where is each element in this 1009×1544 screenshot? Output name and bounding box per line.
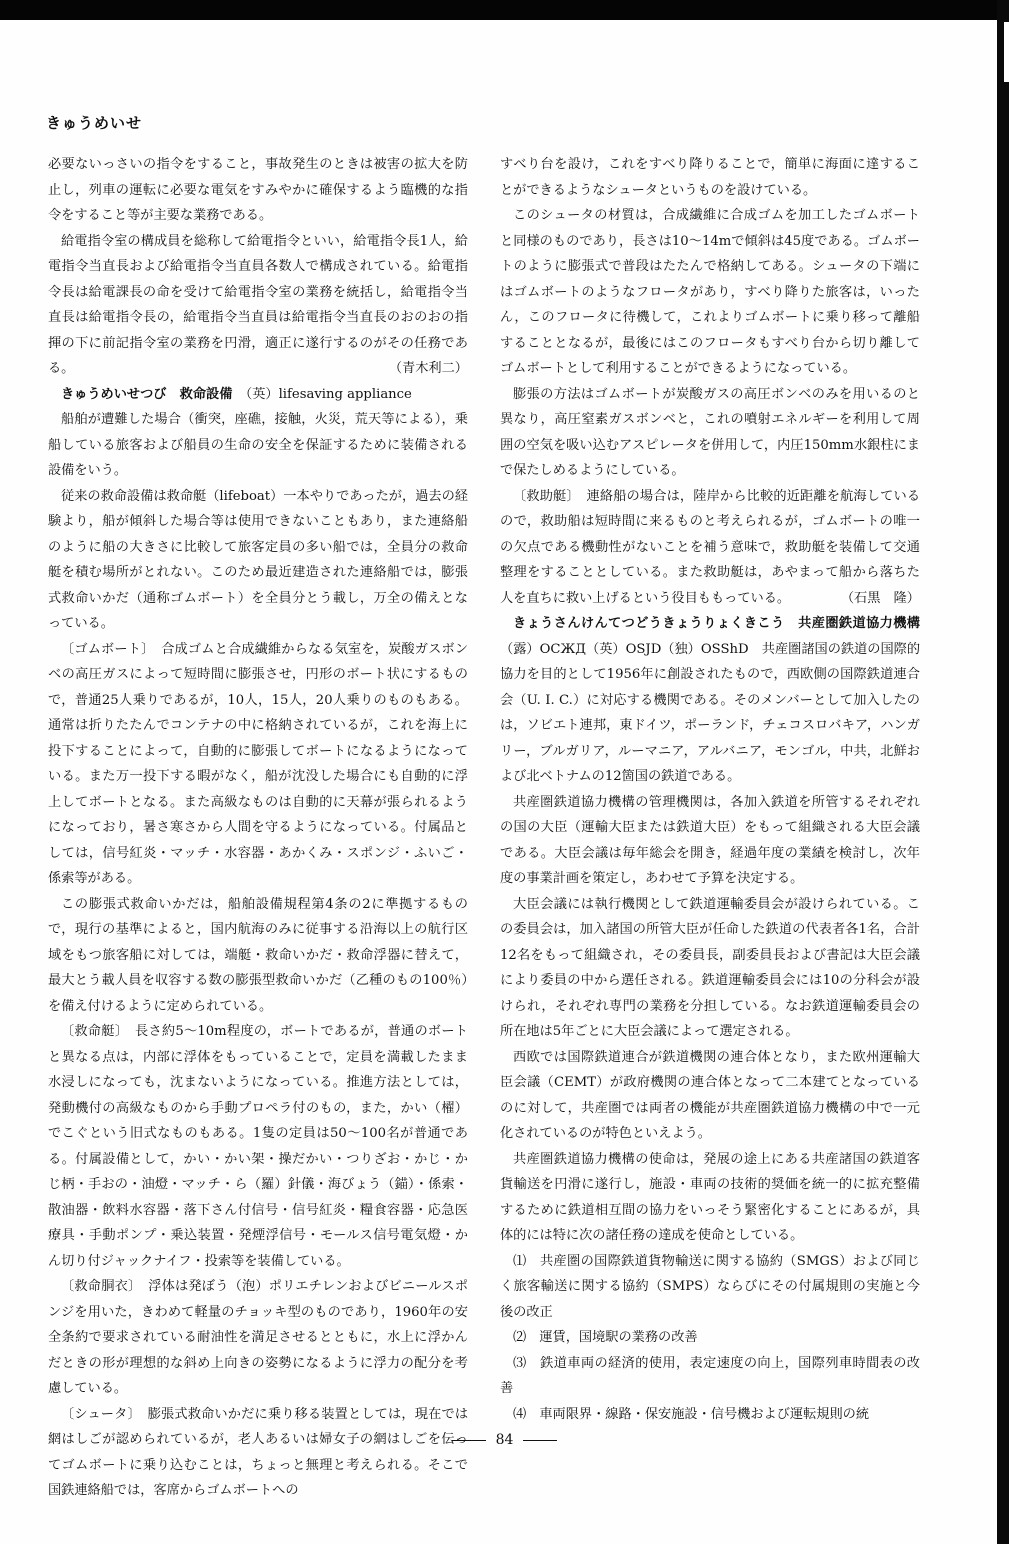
- running-head: きゅうめいせ: [46, 114, 143, 132]
- scan-top-border: [0, 0, 1009, 20]
- paragraph-text: 連絡船の場合は，陸岸から比較的近距離を航海しているので，救助船は短時間に来るものと考えられるが，ゴムボートの唯一の欠点である機動性がないことを補う意味で，救助艇を装備して交通整理をすることとしている。また救助艇は，あやまって船から落ちた人を直ちに救い上げるという役目ももっている。: [500, 488, 921, 606]
- subsection-label: 〔救命艇〕: [61, 1024, 122, 1039]
- subsection-label: 〔シュータ〕: [61, 1406, 135, 1422]
- paragraph: [500, 484, 920, 612]
- left-column: [48, 152, 468, 1504]
- list-item: ⑷ 車両限界・線路・保安施設・信号機および運転規則の統: [513, 1406, 870, 1422]
- page-number: 84: [495, 1432, 514, 1448]
- paragraph: 必要ないっさいの指令をすること，事故発生のときは被害の拡大を防止し，列車の運転に必要な電気をすみやかに確保するよう臨機的な指令をすること等が主要な業務である。: [48, 157, 468, 223]
- footer-rule-left: [452, 1440, 486, 1441]
- paragraph-text: 共産圏諸国の鉄道の国際的協力を目的として1956年に創設されたもので，西欧側の国際鉄道連合会（U. I. C.）に対応する機関である。そのメンバーとして加入したのは，ソビエト連邦，東ドイツ，ポーランド，チェコスロバキア，ハンガリー，ブルガリア，ルーマニア，アルバニア，モンゴル，中共，北鮮および北ベトナムの12箇国の鉄道である。: [500, 641, 921, 784]
- subsection-label: 〔ゴムボート〕: [61, 641, 148, 657]
- paragraph-text: 長さ約5～10m程度の，ボートであるが，普通のボートと異なる点は，内部に浮体をもっていることで，定員を満載したまま水浸しになっても，沈まないようになっている。推進方法としては，発動機付の高級なものから手動プロペラ付のもの，また，かい（櫂）でこぐという旧式なものもある。1隻の定員は50～100名が普通である。付属設備として，かい・かい架・操だかい・つりざお・かじ・かじ柄・手おの・油燈・マッチ・ら（羅）針儀・海びょう（錨）・係索・散油器・飲料水容器・落下さん付信号・信号紅炎・糧食容器・応急医療具・手動ポンプ・乗込装置・発煙浮信号・モールス信号電気燈・かん切り付ジャックナイフ・投索等を装備している。: [48, 1024, 468, 1269]
- paragraph-text: 給電指令室の構成員を総称して給電指令といい，給電指令長1人，給電指令当直長および給電指令当直員各数人で構成されている。給電指令長は給電課長の命を受けて給電指令室の業務を統括し，給電指令当直長は給電指令長の，給電指令当直員は給電指令当直長のおのおの指揮の下に前記指令室の業務を円滑，適正に遂行するのがその任務である。: [48, 233, 468, 376]
- paragraph: この膨張式救命いかだは，船舶設備規程第4条の2に準拠するもので，現行の基準によると，国内航海のみに従事する沿海以上の航行区域をもつ旅客船に対しては，端艇・救命いかだ・救命浮器に替えて，最大とう載人員を収容する数の膨張型救命いかだ（乙種のもの100％）を備え付けるように定められている。: [48, 896, 468, 1014]
- author-signature: （青木利二）: [388, 361, 468, 376]
- paragraph-text: 合成ゴムと合成繊維からなる気室を，炭酸ガスボンベの高圧ガスによって短時間に膨張させ，円形のボート状にするもので，普通25人乗りであるが，10人，15人，20人乗りのものもある。通常は折りたたんでコンテナの中に格納されているが，これを海上に投下することによって，自動的に膨張してボートになるようになっている。また万一投下する暇がなく，船が沈没した場合にも自動的に浮上してボートとなる。また高級なものは自動的に天幕が張られるようになっており，暑さ寒さから人間を守るようになっている。付属品としては，信号紅炎・マッチ・水容器・あかくみ・スポンジ・ふいご・係索等がある。: [48, 641, 469, 886]
- paragraph: [48, 1019, 468, 1274]
- paragraph: 大臣会議には執行機関として鉄道運輸委員会が設けられている。この委員会は，加入諸国の所管大臣が任命した鉄道の代表者各1名，合計12名をもって組織され，その委員長，副委員長および書記は大臣会議により委員の中から選任される。鉄道運輸委員会には10の分科会が設けられ，それぞれ専門の業務を分担している。なお鉄道運輸委員会の所在地は5年ごとに大臣会議によって選定される。: [500, 896, 920, 1039]
- paragraph: すべり台を設け，これをすべり降りることで，簡単に海面に達することができるようなシュータというものを設けている。: [500, 157, 920, 198]
- entry-title: きゅうめいせつび 救命設備: [61, 386, 233, 402]
- scan-border-gap: [1004, 22, 1009, 82]
- author-signature: （石黒 隆）: [840, 590, 920, 606]
- subsection-label: 〔救命胴衣〕: [61, 1279, 135, 1294]
- entry-foreign-term: （露）ОСЖД（英）OSJD（独）OSShD: [500, 641, 749, 657]
- list-item: ⑵ 運賃，国境駅の業務の改善: [513, 1330, 698, 1345]
- paragraph: [48, 637, 468, 892]
- paragraph: [48, 1402, 468, 1504]
- paragraph: [48, 229, 468, 382]
- page-footer: [0, 1432, 1009, 1448]
- entry-heading: [48, 382, 468, 408]
- subsection-label: 〔救助艇〕: [513, 488, 574, 504]
- paragraph: 西欧では国際鉄道連合が鉄道機関の連合体となり，また欧州運輸大臣会議（CEMT）が政府機関の連合体となって二本建てとなっているのに対して，共産圏では両者の機能が共産圏鉄道協力機構の中で一元化されているのが特色といえよう。: [500, 1049, 920, 1141]
- footer-rule-right: [523, 1440, 557, 1441]
- list-item: ⑶ 鉄道車両の経済的使用，表定速度の向上，国際列車時間表の改善: [500, 1355, 920, 1396]
- list-item: ⑴ 共産圏の国際鉄道貨物輸送に関する協約（SMGS）および同じく旅客輸送に関する協約（SMPS）ならびにその付属規則の実施と今後の改正: [500, 1253, 920, 1320]
- paragraph: 共産圏鉄道協力機構の管理機関は，各加入鉄道を所管するそれぞれの国の大臣（運輸大臣または鉄道大臣）をもって組織される大臣会議である。大臣会議は毎年総会を開き，経過年度の業績を検討し，次年度の事業計画を策定し，あわせて予算を決定する。: [500, 794, 920, 886]
- paragraph-text: 浮体は発ぼう（泡）ポリエチレンおよびビニールスポンジを用いた，きわめて軽量のチョッキ型のものであり，1960年の安全条約で要求されている耐油性を満足させるとともに，水上に浮かんだときの形が理想的な斜め上向きの姿勢になるように浮力の配分を考慮している。: [48, 1279, 469, 1396]
- right-column: [500, 152, 920, 1427]
- entry-heading: [500, 611, 920, 790]
- paragraph: 船舶が遭難した場合（衝突，座礁，接触，火災，荒天等による），乗船している旅客および船員の生命の安全を保証するために装備される設備をいう。: [48, 412, 468, 478]
- entry-foreign-term: （英）lifesaving appliance: [245, 386, 412, 402]
- paragraph: [48, 1274, 468, 1402]
- entry-title: きょうさんけんてつどうきょうりょくきこう 共産圏鉄道協力機構: [513, 616, 920, 631]
- paragraph: 共産圏鉄道協力機構の使命は，発展の途上にある共産諸国の鉄道客貨輸送を円滑に遂行し，施設・車両の技術的奨価を統一的に拡充整備するために鉄道相互間の協力をいっそう緊密化することにあるが，具体的には特に次の諸任務の達成を使命としている。: [500, 1151, 920, 1243]
- paragraph: 従来の救命設備は救命艇（lifeboat）一本やりであったが，過去の経験より，船が傾斜した場合等は使用できないこともあり，また連絡船のように船の大きさに比較して旅客定員の多い船では，全員分の救命艇を積む場所がとれない。このため最近建造された連絡船では，膨張式救命いかだ（通称ゴムボート）を全員分とう載し，万全の備えとなっている。: [48, 488, 468, 631]
- scan-right-border: [997, 0, 1009, 1544]
- paragraph: 膨張の方法はゴムボートが炭酸ガスの高圧ボンベのみを用いるのと異なり，高圧窒素ガスボンベと，これの噴射エネルギーを利用して周囲の空気を吸い込むアスピレータを併用して，内圧150mm水銀柱にまで保たしめるようにしている。: [500, 386, 920, 478]
- paragraph: このシュータの材質は，合成繊維に合成ゴムを加工したゴムボートと同様のものであり，長さは10～14mで傾斜は45度である。ゴムボートのように膨張式で普段はたたんで格納してある。シュータの下端にはゴムボートのようなフロータがあり，すべり降りた旅客は，いったん，このフロータに待機して，これよりゴムボートに乗り移って離船することとなるが，最後にはこのフロータもすべり台から切り離してゴムボートとして利用することができるようになっている。: [500, 208, 920, 376]
- paragraph-text: 膨張式救命いかだに乗り移る装置としては，現在では網はしごが認められているが，老人あるいは婦女子の網はしごを伝ってゴムボートに乗り込むことは，ちょっと無理と考えられる。そこで国鉄連絡船では，客席からゴムボートへの: [48, 1406, 469, 1498]
